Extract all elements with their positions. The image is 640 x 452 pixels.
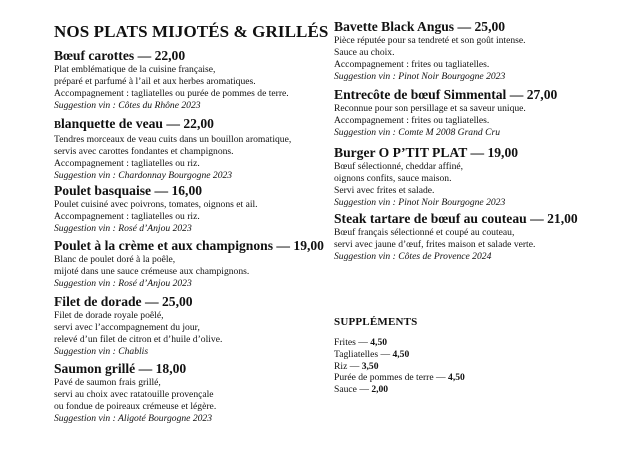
dish-name-initial: B: [54, 120, 62, 131]
supplements-list: [334, 337, 465, 396]
dish-poulet-creme-champignons: [54, 237, 324, 290]
dash: —: [433, 372, 449, 384]
wine-suggestion: Suggestion vin : Côtes du Rhône 2023: [54, 100, 201, 111]
dash: —: [347, 360, 362, 372]
dish-name: Poulet basquaise: [54, 183, 152, 198]
dash: —: [454, 19, 475, 34]
supplement-name: Riz: [334, 360, 348, 372]
dish-entrecote-simmental: [334, 86, 557, 139]
wine-suggestion: Suggestion vin : Pinot Noir Bourgogne 2023: [334, 197, 506, 208]
supplement-price: 2,00: [371, 384, 389, 396]
supplement-item: [334, 384, 465, 396]
dish-title: [54, 182, 258, 199]
dish-description: Blanc de poulet doré à la poêle,: [54, 254, 176, 265]
dish-description: Accompagnement : frites ou tagliatelles.: [334, 59, 490, 70]
supplement-name: Frites: [334, 337, 356, 348]
supplement-item: [334, 361, 465, 373]
supplement-name: Tagliatelles: [334, 348, 379, 360]
dish-name: Poulet à la crème et aux champignons: [54, 238, 273, 253]
dish-description: Accompagnement : tagliatelles ou riz.: [54, 158, 200, 169]
dish-title: [54, 360, 216, 377]
wine-suggestion: Suggestion vin : Chablis: [54, 346, 149, 357]
dish-price: 25,00: [161, 294, 193, 309]
dish-description: Accompagnement : tagliatelles ou riz.: [54, 211, 200, 222]
dish-description: Bœuf français sélectionné et coupé au couteau,: [334, 227, 515, 238]
supplement-item: [334, 337, 465, 349]
dish-description: Accompagnement : tagliatelles ou purée de pommes de terre.: [54, 88, 289, 99]
dish-description: Bœuf sélectionné, cheddar affiné,: [334, 161, 464, 172]
dash: —: [355, 337, 371, 348]
dash: —: [526, 211, 548, 226]
dish-description: Plat emblématique de la cuisine française,: [54, 64, 216, 75]
supplement-item: [334, 372, 465, 384]
dish-title: [54, 47, 289, 64]
dish-burger-o-ptit-plat: [334, 144, 518, 209]
dish-name: Filet de dorade: [54, 294, 142, 309]
supplement-name: Sauce: [334, 384, 357, 396]
dish-description: Tendres morceaux de veau cuits dans un bouillon aromatique,: [54, 134, 292, 145]
dish-bavette-black-angus: [334, 18, 526, 83]
dish-description: ou fondue de poireaux crémeuse et légère.: [54, 401, 217, 412]
dish-description: oignons confits, sauce maison.: [334, 173, 452, 184]
dish-description: Pavé de saumon frais grillé,: [54, 377, 161, 388]
dish-name: Bavette Black Angus: [334, 19, 455, 34]
supplement-name: Purée de pommes de terre: [334, 372, 434, 384]
dish-description: Sauce au choix.: [334, 47, 395, 58]
dish-title: [54, 115, 291, 134]
dish-title: [334, 210, 578, 227]
dish-price: 25,00: [474, 19, 506, 34]
dish-poulet-basquaise: [54, 182, 258, 235]
wine-suggestion: Suggestion vin : Rosé d’Anjou 2023: [54, 278, 192, 289]
dish-price: 19,00: [487, 145, 519, 160]
dash: —: [134, 48, 155, 63]
dish-description: servi au choix avec ratatouille provençale: [54, 389, 214, 400]
wine-suggestion: Suggestion vin : Pinot Noir Bourgogne 2023: [334, 71, 506, 82]
wine-suggestion: Suggestion vin : Rosé d’Anjou 2023: [54, 223, 192, 234]
supplement-price: 4,50: [370, 337, 388, 348]
dash: —: [467, 145, 488, 160]
dish-name: Saumon grillé: [54, 361, 136, 376]
dish-price: 18,00: [155, 361, 187, 376]
dish-name: Burger O P’TIT PLAT: [334, 145, 468, 160]
dish-description: Servi avec frites et salade.: [334, 185, 435, 196]
dish-name: lanquette de veau: [61, 116, 163, 131]
wine-suggestion: Suggestion vin : Comte M 2008 Grand Cru: [334, 127, 501, 138]
dish-description: servi avec l’accompagnement du jour,: [54, 322, 200, 333]
dish-price: 22,00: [183, 116, 214, 131]
wine-suggestion: Suggestion vin : Chardonnay Bourgogne 2023: [54, 170, 233, 181]
dish-price: 21,00: [547, 211, 578, 226]
dash: —: [151, 183, 172, 198]
dish-description: Filet de dorade royale poêlé,: [54, 310, 164, 321]
dish-steak-tartare: [334, 210, 578, 263]
dish-title: [334, 86, 557, 103]
wine-suggestion: Suggestion vin : Côtes de Provence 2024: [334, 251, 492, 262]
dish-filet-de-dorade: [54, 293, 222, 358]
dish-blanquette-de-veau: [54, 115, 291, 182]
dish-name: Entrecôte de bœuf Simmental: [334, 87, 507, 102]
supplement-item: [334, 349, 465, 361]
dish-price: 27,00: [526, 87, 558, 102]
dish-description: servis avec carottes fondantes et champignons.: [54, 146, 234, 157]
dish-price: 22,00: [154, 48, 186, 63]
dish-name: Bœuf carottes: [54, 48, 135, 63]
dish-boeuf-carottes: [54, 47, 289, 112]
dash: —: [141, 294, 162, 309]
dish-description: Pièce réputée pour sa tendreté et son goût intense.: [334, 35, 526, 46]
supplements-title: SUPPLÉMENTS: [334, 316, 418, 328]
dish-description: mijoté dans une sauce crémeuse aux champignons.: [54, 266, 250, 277]
dish-name: Steak tartare de bœuf au couteau: [334, 211, 527, 226]
dash: —: [378, 348, 393, 360]
supplement-price: 3,50: [361, 360, 379, 372]
wine-suggestion: Suggestion vin : Aligoté Bourgogne 2023: [54, 413, 213, 424]
dish-title: [54, 237, 324, 254]
dish-description: Accompagnement : frites ou tagliatelles.: [334, 115, 490, 126]
dish-saumon-grille: [54, 360, 216, 425]
dash: —: [506, 87, 527, 102]
dish-description: Poulet cuisiné avec poivrons, tomates, oignons et ail.: [54, 199, 258, 210]
dish-description: relevé d’un filet de citron et d’huile d’olive.: [54, 334, 223, 345]
dash: —: [135, 361, 156, 376]
dish-title: [334, 18, 526, 35]
dish-description: préparé et parfumé à l’ail et aux herbes aromatiques.: [54, 76, 256, 87]
dish-title: [334, 144, 518, 161]
supplement-price: 4,50: [392, 348, 410, 360]
dash: —: [273, 238, 294, 253]
dish-price: 19,00: [293, 238, 324, 253]
dish-title: [54, 293, 222, 310]
dish-description: Reconnue pour son persillage et sa saveur unique.: [334, 103, 526, 114]
page-title: NOS PLATS MIJOTÉS & GRILLÉS: [54, 22, 329, 41]
dash: —: [162, 116, 184, 131]
dish-description: servi avec jaune d’œuf, frites maison et salade verte.: [334, 239, 536, 250]
dash: —: [356, 384, 372, 396]
supplement-price: 4,50: [448, 372, 465, 384]
dish-price: 16,00: [171, 183, 203, 198]
